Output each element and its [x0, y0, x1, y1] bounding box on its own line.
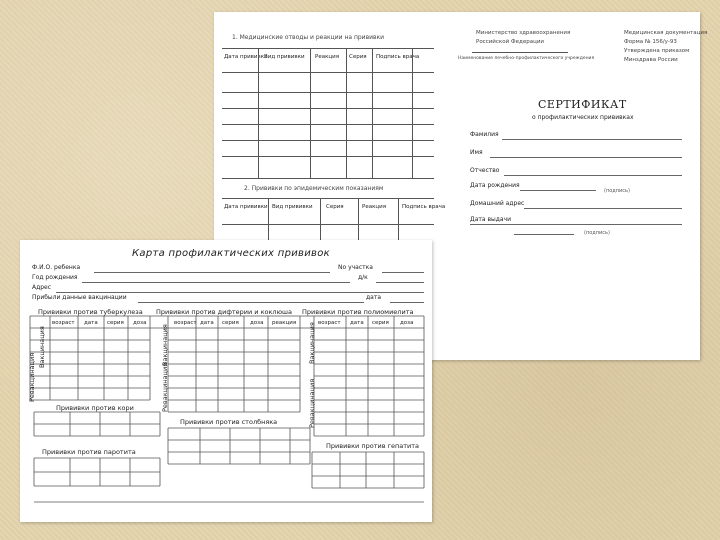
form-line-1: Медицинская документация: [624, 30, 708, 36]
table1-header-signature: Подпись врача: [376, 54, 420, 60]
table2-title: 2. Прививки по эпидемическим показаниям: [244, 185, 384, 192]
org-line-2: Российской Федерации: [476, 39, 544, 45]
tb-col-date: дата: [84, 320, 98, 326]
tb-col-dose: доза: [133, 320, 147, 326]
polio-col-date: дата: [350, 320, 364, 326]
tetanus-section-title: Прививки против столбняка: [180, 418, 278, 426]
district-label: No участка: [338, 264, 373, 271]
child-name-label: Ф.И.О. ребенка: [32, 264, 81, 271]
birth-year-label: Год рождения: [32, 274, 78, 281]
hepatitis-section-title: Прививки против гепатита: [326, 442, 420, 450]
polio-revaccination-label: Ревакцинация: [308, 378, 316, 428]
tb-vaccination-label: Вакцинация: [38, 326, 46, 368]
address-label: Адрес: [32, 284, 52, 291]
stamp-note: (подпись): [584, 230, 610, 236]
field-address-line-2: [470, 224, 682, 225]
diph-revaccination-label: Ревакцинация: [161, 362, 169, 412]
field-birthdate-label: Дата рождения: [470, 182, 520, 189]
table2-header-signature: Подпись врача: [402, 204, 446, 210]
table2-col-line: [268, 198, 269, 244]
org-line-1: Министерство здравоохранения: [476, 30, 571, 36]
table2-top-line: [222, 198, 434, 199]
table1-col-line: [372, 48, 373, 178]
vaccination-card-sheet: [20, 240, 432, 522]
polio-section-title: Прививки против полиомиелита: [302, 308, 414, 316]
diph-col-series: серия: [222, 320, 239, 326]
mumps-section-title: Прививки против паротита: [42, 448, 136, 456]
table1-top-line: [222, 48, 434, 49]
table2-header-series: Серия: [326, 204, 344, 210]
signature-note: (подпись): [604, 188, 630, 194]
diph-col-dose: доза: [250, 320, 264, 326]
table1-header-date: Дата прививки: [224, 54, 268, 60]
field-patronymic-label: Отчество: [470, 167, 500, 174]
measles-section-title: Прививки против кори: [56, 404, 134, 412]
polio-col-age: возраст: [318, 320, 341, 326]
table1-header-line: [222, 72, 434, 73]
table1-row-line: [222, 124, 434, 125]
certificate-subtitle: о профилактических прививках: [532, 114, 634, 121]
field-name-line: [490, 157, 682, 158]
org-name-line: [472, 52, 568, 53]
diphtheria-section-title: Прививки против дифтерии и коклюша: [156, 308, 292, 316]
field-address-label: Домашний адрес: [470, 200, 525, 207]
field-issue-date-line: [514, 234, 574, 235]
table1-title: 1. Медицинские отводы и реакции на прививки: [232, 34, 385, 41]
field-surname-line: [502, 139, 682, 140]
table1-col-line: [310, 48, 311, 178]
table1-col-line: [346, 48, 347, 178]
diph-col-age: возраст: [174, 320, 197, 326]
field-birthdate-line: [520, 190, 596, 191]
field-address-line: [524, 208, 682, 209]
vaccination-grid: [20, 240, 432, 522]
table1-header-series: Серия: [349, 54, 367, 60]
table2-col-line: [398, 198, 399, 244]
org-line-3: Наименование лечебно-профилактического учреждения: [458, 56, 595, 61]
tb-revaccination-label: Ревакцинация: [28, 352, 36, 402]
field-patronymic-line: [504, 175, 682, 176]
table2-header-reaction: Реакция: [362, 204, 387, 210]
table2-col-line: [320, 198, 321, 244]
field-name-label: Имя: [470, 149, 483, 156]
table1-header-type: Вид прививки: [264, 54, 305, 60]
diph-col-reaction: реакция: [272, 320, 297, 326]
table2-header-line: [222, 224, 434, 225]
polio-vaccination-label: Вакцинация: [308, 322, 316, 364]
field-surname-label: Фамилия: [470, 131, 499, 138]
polio-col-series: серия: [372, 320, 389, 326]
arrived-date-label: дата: [366, 294, 381, 301]
table1-row-line: [222, 140, 434, 141]
form-line-2: Форма № 156/у-93: [624, 39, 677, 45]
card-title: Карта профилактических прививок: [132, 248, 330, 259]
arrived-data-label: Прибыли данные вакцинации: [32, 294, 127, 301]
form-line-4: Минздрава России: [624, 57, 678, 63]
field-issue-date-label: Дата выдачи: [470, 216, 511, 223]
table1-bottom-line: [222, 178, 434, 179]
tb-col-series: серия: [107, 320, 124, 326]
table1-row-line: [222, 108, 434, 109]
certificate-title: СЕРТИФИКАТ: [538, 98, 627, 111]
table1-row-line: [222, 92, 434, 93]
table1-header-reaction: Реакция: [315, 54, 340, 60]
table1-col-line: [412, 48, 413, 178]
tb-col-age: возраст: [52, 320, 75, 326]
table2-col-line: [358, 198, 359, 244]
medical-record-label: д/к: [358, 274, 368, 281]
table2-header-type: Вид прививки: [272, 204, 313, 210]
diph-vaccination-label: Вакцинация: [161, 324, 169, 366]
form-line-3: Утверждена приказом: [624, 48, 690, 54]
table1-row-line: [222, 156, 434, 157]
diph-col-date: дата: [200, 320, 214, 326]
table1-col-line: [258, 48, 259, 178]
polio-col-dose: доза: [400, 320, 414, 326]
tb-section-title: Прививки против туберкулеза: [38, 308, 143, 316]
table2-header-date: Дата прививки: [224, 204, 268, 210]
